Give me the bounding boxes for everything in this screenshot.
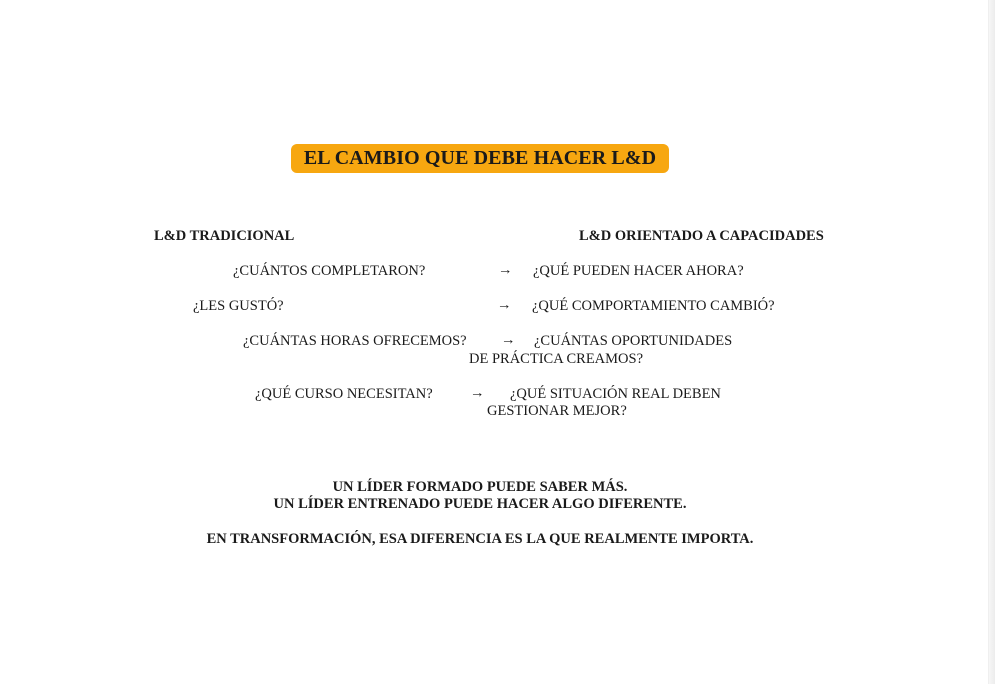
page-edge-shadow [988, 0, 995, 684]
row-3-right-line1: ¿CUÁNTAS OPORTUNIDADES [534, 333, 733, 349]
row-1-arrow-icon: → [498, 262, 513, 278]
page-title: EL CAMBIO QUE DEBE HACER L&D [303, 147, 657, 169]
row-4-left: ¿QUÉ CURSO NECESITAN? [255, 386, 433, 402]
row-3-right-line2: DE PRÁCTICA CREAMOS? [469, 351, 644, 367]
row-2-right: ¿QUÉ COMPORTAMIENTO CAMBIÓ? [532, 298, 775, 314]
row-4-right-line1: ¿QUÉ SITUACIÓN REAL DEBEN [510, 386, 721, 402]
row-1-right: ¿QUÉ PUEDEN HACER AHORA? [533, 263, 744, 279]
row-4-right-line2: GESTIONAR MEJOR? [487, 403, 627, 419]
closing-line-2: UN LÍDER ENTRENADO PUEDE HACER ALGO DIFERENTE. [273, 496, 687, 512]
closing-line-3: EN TRANSFORMACIÓN, ESA DIFERENCIA ES LA QUE REALMENTE IMPORTA. [206, 531, 754, 547]
row-4-arrow-icon: → [470, 385, 485, 401]
row-3-left: ¿CUÁNTAS HORAS OFRECEMOS? [243, 333, 467, 349]
row-1-left: ¿CUÁNTOS COMPLETARON? [233, 263, 426, 279]
header-capabilities: L&D ORIENTADO A CAPACIDADES [579, 228, 824, 244]
row-2-arrow-icon: → [497, 297, 512, 313]
title-badge [291, 144, 669, 173]
row-2-left: ¿LES GUSTÓ? [193, 298, 284, 314]
closing-line-1: UN LÍDER FORMADO PUEDE SABER MÁS. [332, 479, 628, 495]
header-traditional: L&D TRADICIONAL [154, 228, 295, 244]
row-3-arrow-icon: → [501, 332, 516, 348]
